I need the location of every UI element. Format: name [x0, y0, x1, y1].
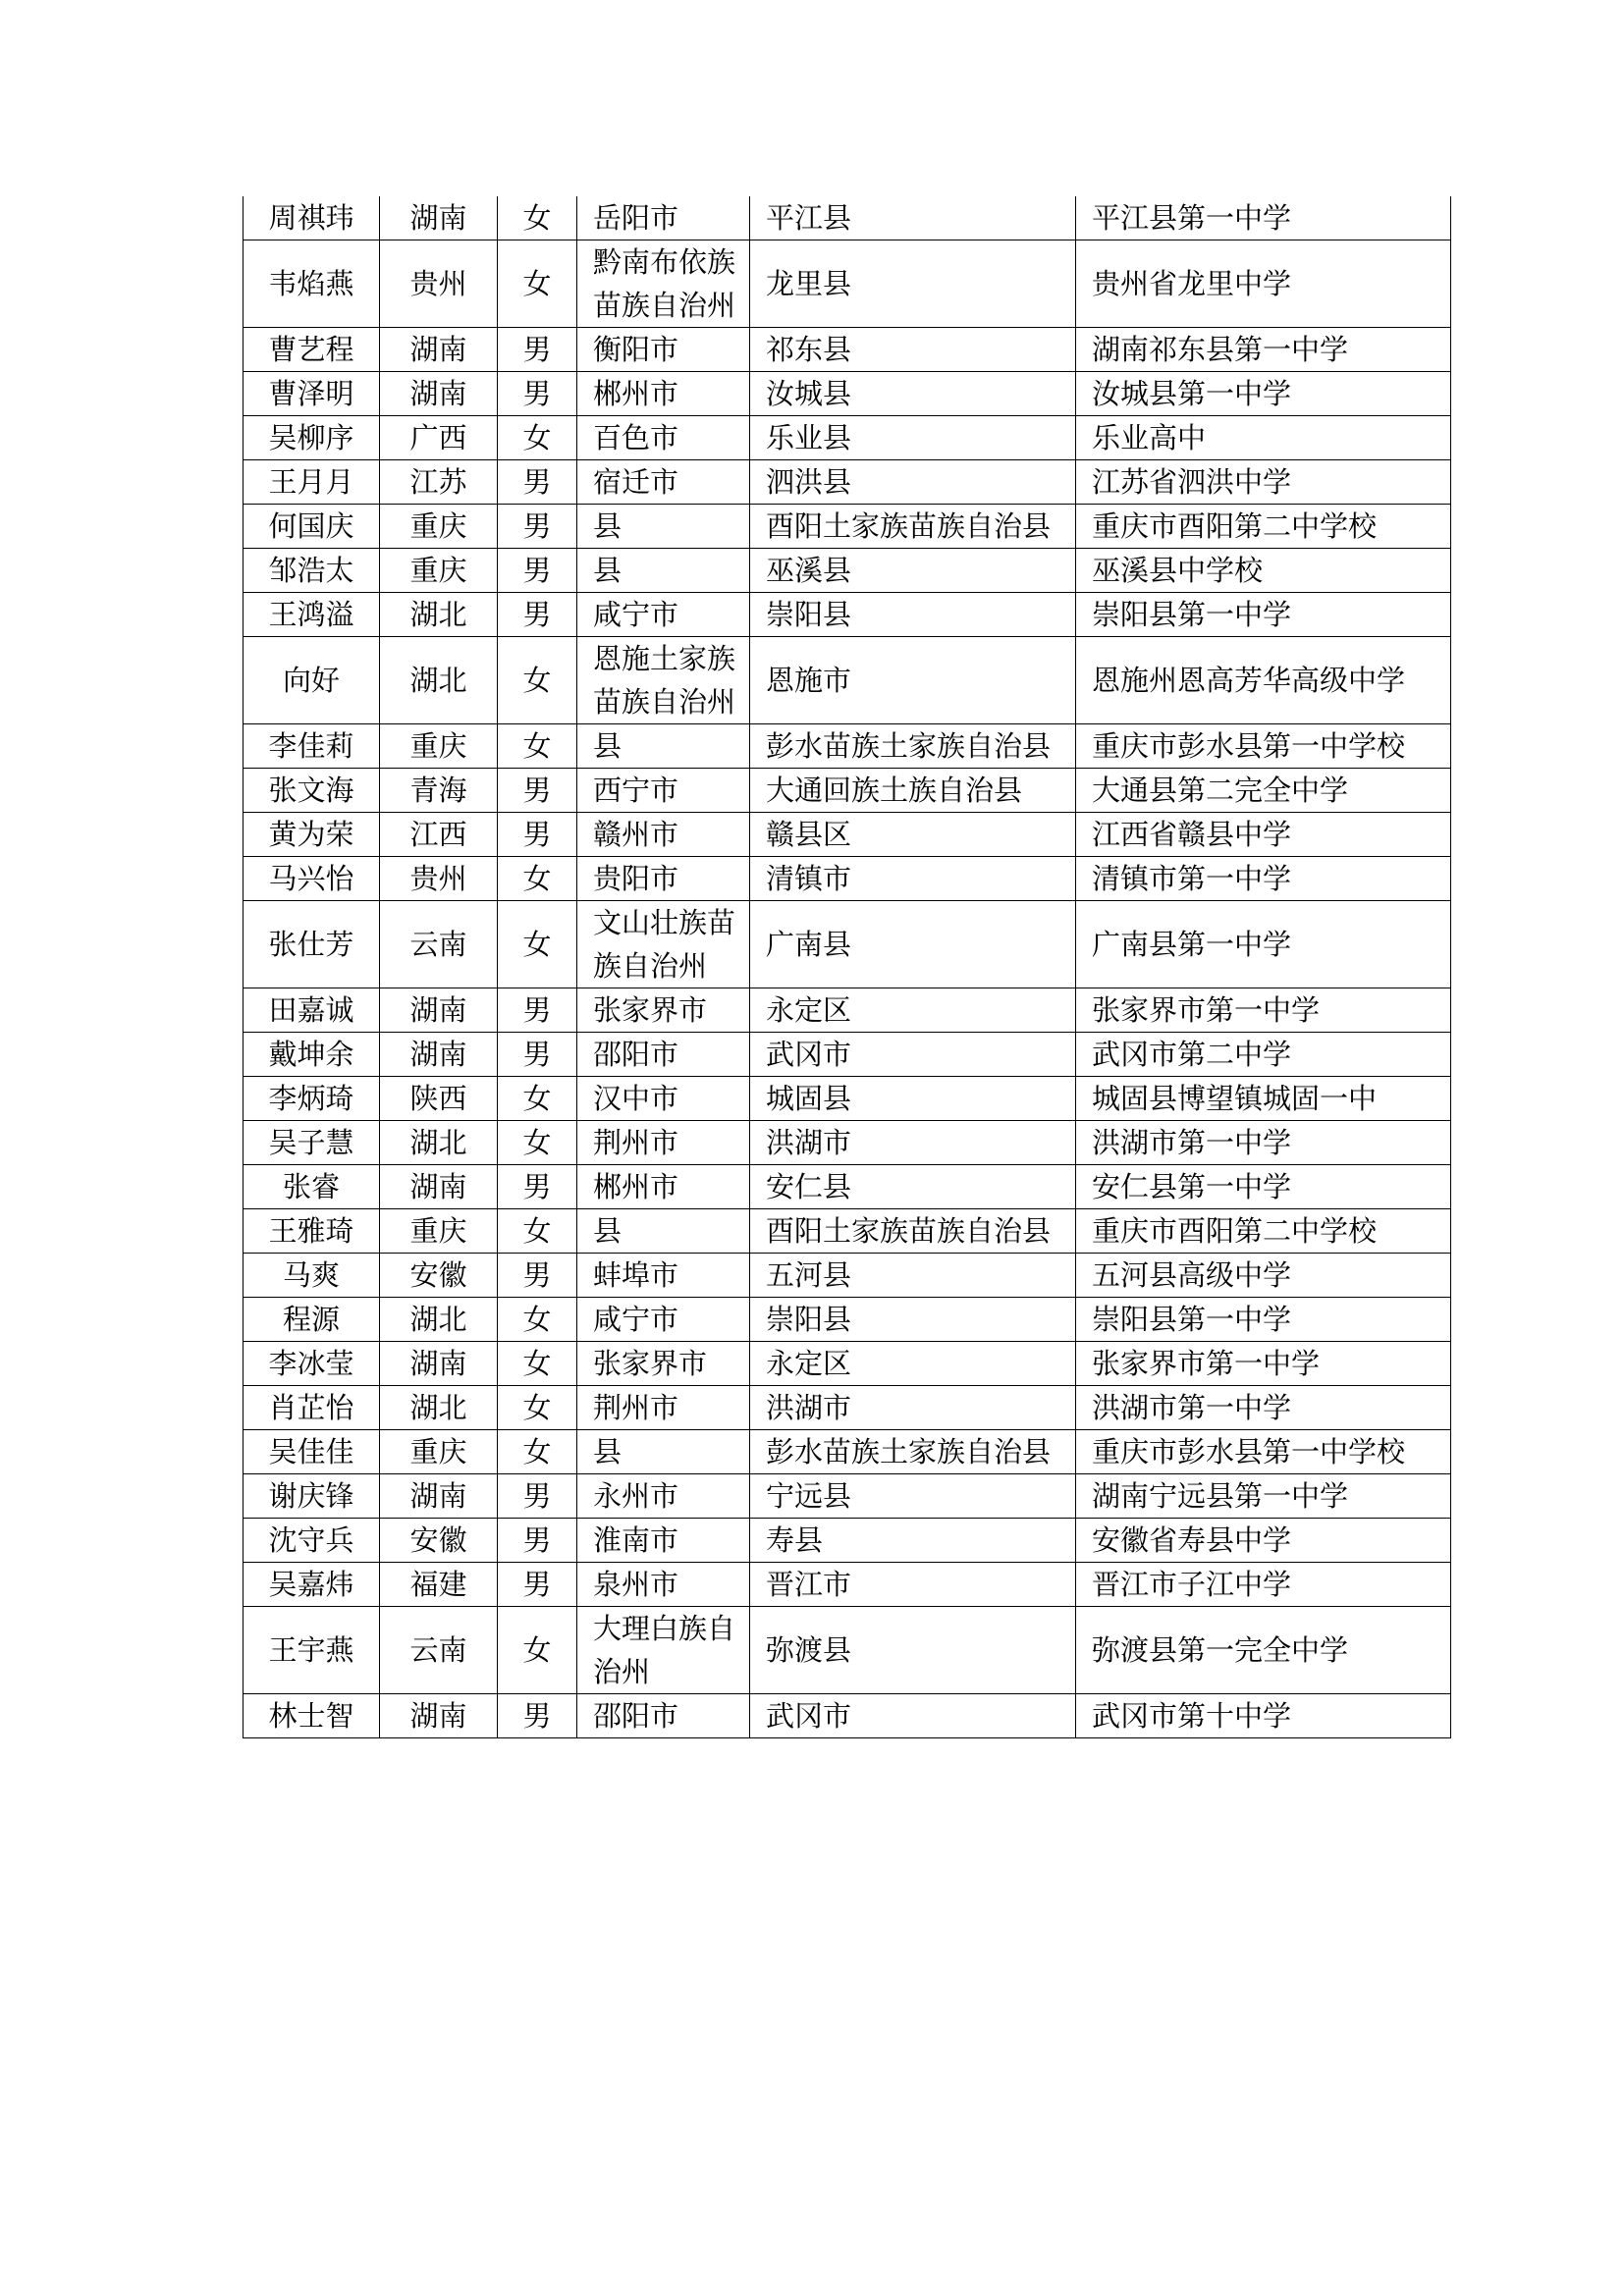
gender-cell: 女 — [498, 196, 577, 240]
table-row — [244, 416, 1451, 460]
school-cell: 重庆市彭水县第一中学校 — [1076, 1430, 1451, 1474]
table-row — [244, 769, 1451, 813]
county-cell: 寿县 — [750, 1519, 1076, 1563]
gender-cell: 男 — [498, 372, 577, 416]
county-cell: 乐业县 — [750, 416, 1076, 460]
city-cell: 西宁市 — [577, 769, 750, 813]
gender-cell: 男 — [498, 1165, 577, 1209]
city-cell: 岳阳市 — [577, 196, 750, 240]
county-cell: 晋江市 — [750, 1563, 1076, 1607]
county-cell: 洪湖市 — [750, 1121, 1076, 1165]
school-cell: 重庆市彭水县第一中学校 — [1076, 724, 1451, 769]
province-cell: 安徽 — [380, 1519, 498, 1563]
county-cell: 宁远县 — [750, 1474, 1076, 1519]
gender-cell: 女 — [498, 1298, 577, 1342]
student-name-cell: 马兴怡 — [244, 857, 380, 901]
school-cell: 洪湖市第一中学 — [1076, 1121, 1451, 1165]
province-cell: 湖南 — [380, 1033, 498, 1077]
county-cell: 祁东县 — [750, 328, 1076, 372]
province-cell: 湖南 — [380, 372, 498, 416]
province-cell: 湖北 — [380, 1386, 498, 1430]
county-cell: 武冈市 — [750, 1694, 1076, 1738]
city-cell: 黔南布依族苗族自治州 — [577, 240, 750, 328]
county-cell: 赣县区 — [750, 813, 1076, 857]
province-cell: 湖南 — [380, 1342, 498, 1386]
gender-cell: 女 — [498, 1386, 577, 1430]
school-cell: 湖南祁东县第一中学 — [1076, 328, 1451, 372]
student-name-cell: 吴嘉炜 — [244, 1563, 380, 1607]
table-row — [244, 1563, 1451, 1607]
table-row — [244, 1474, 1451, 1519]
gender-cell: 男 — [498, 1519, 577, 1563]
student-name-cell: 李炳琦 — [244, 1077, 380, 1121]
table-row — [244, 857, 1451, 901]
student-name-cell: 马爽 — [244, 1254, 380, 1298]
gender-cell: 女 — [498, 724, 577, 769]
county-cell: 清镇市 — [750, 857, 1076, 901]
city-cell: 县 — [577, 1430, 750, 1474]
school-cell: 武冈市第十中学 — [1076, 1694, 1451, 1738]
gender-cell: 男 — [498, 813, 577, 857]
school-cell: 恩施州恩高芳华高级中学 — [1076, 637, 1451, 724]
city-cell: 荆州市 — [577, 1386, 750, 1430]
city-cell: 张家界市 — [577, 988, 750, 1033]
student-name-cell: 肖芷怡 — [244, 1386, 380, 1430]
province-cell: 青海 — [380, 769, 498, 813]
student-name-cell: 张文海 — [244, 769, 380, 813]
student-name-cell: 吴柳序 — [244, 416, 380, 460]
school-cell: 弥渡县第一完全中学 — [1076, 1607, 1451, 1694]
gender-cell: 男 — [498, 1254, 577, 1298]
gender-cell: 女 — [498, 1430, 577, 1474]
city-cell: 张家界市 — [577, 1342, 750, 1386]
table-row — [244, 1430, 1451, 1474]
table-row — [244, 1694, 1451, 1738]
school-cell: 重庆市酉阳第二中学校 — [1076, 1209, 1451, 1254]
table-row — [244, 1254, 1451, 1298]
province-cell: 重庆 — [380, 1430, 498, 1474]
province-cell: 云南 — [380, 901, 498, 988]
county-cell: 广南县 — [750, 901, 1076, 988]
gender-cell: 男 — [498, 1474, 577, 1519]
county-cell: 酉阳土家族苗族自治县 — [750, 505, 1076, 549]
province-cell: 云南 — [380, 1607, 498, 1694]
school-cell: 重庆市酉阳第二中学校 — [1076, 505, 1451, 549]
city-cell: 百色市 — [577, 416, 750, 460]
gender-cell: 男 — [498, 505, 577, 549]
gender-cell: 男 — [498, 988, 577, 1033]
county-cell: 弥渡县 — [750, 1607, 1076, 1694]
province-cell: 贵州 — [380, 240, 498, 328]
city-cell: 宿迁市 — [577, 460, 750, 505]
table-row — [244, 1077, 1451, 1121]
table-row — [244, 1298, 1451, 1342]
table-row — [244, 988, 1451, 1033]
city-cell: 县 — [577, 1209, 750, 1254]
school-cell: 江苏省泗洪中学 — [1076, 460, 1451, 505]
city-cell: 郴州市 — [577, 372, 750, 416]
city-cell: 荆州市 — [577, 1121, 750, 1165]
city-cell: 县 — [577, 724, 750, 769]
student-name-cell: 王宇燕 — [244, 1607, 380, 1694]
school-cell: 安仁县第一中学 — [1076, 1165, 1451, 1209]
province-cell: 福建 — [380, 1563, 498, 1607]
city-cell: 淮南市 — [577, 1519, 750, 1563]
gender-cell: 女 — [498, 1607, 577, 1694]
city-cell: 咸宁市 — [577, 1298, 750, 1342]
school-cell: 晋江市子江中学 — [1076, 1563, 1451, 1607]
table-row — [244, 372, 1451, 416]
gender-cell: 女 — [498, 1077, 577, 1121]
province-cell: 湖北 — [380, 637, 498, 724]
city-cell: 永州市 — [577, 1474, 750, 1519]
student-name-cell: 林士智 — [244, 1694, 380, 1738]
table-row — [244, 593, 1451, 637]
student-name-cell: 沈守兵 — [244, 1519, 380, 1563]
school-cell: 洪湖市第一中学 — [1076, 1386, 1451, 1430]
province-cell: 湖南 — [380, 1694, 498, 1738]
school-cell: 崇阳县第一中学 — [1076, 1298, 1451, 1342]
county-cell: 恩施市 — [750, 637, 1076, 724]
province-cell: 湖北 — [380, 1121, 498, 1165]
student-name-cell: 田嘉诚 — [244, 988, 380, 1033]
table-row — [244, 328, 1451, 372]
student-name-cell: 李佳莉 — [244, 724, 380, 769]
province-cell: 贵州 — [380, 857, 498, 901]
school-cell: 江西省赣县中学 — [1076, 813, 1451, 857]
student-name-cell: 黄为荣 — [244, 813, 380, 857]
student-name-cell: 吴子慧 — [244, 1121, 380, 1165]
county-cell: 彭水苗族土家族自治县 — [750, 724, 1076, 769]
school-cell: 张家界市第一中学 — [1076, 1342, 1451, 1386]
roster-body — [244, 196, 1451, 1738]
student-name-cell: 戴坤余 — [244, 1033, 380, 1077]
student-name-cell: 王月月 — [244, 460, 380, 505]
city-cell: 衡阳市 — [577, 328, 750, 372]
county-cell: 崇阳县 — [750, 593, 1076, 637]
gender-cell: 男 — [498, 328, 577, 372]
student-name-cell: 张睿 — [244, 1165, 380, 1209]
table-row — [244, 813, 1451, 857]
school-cell: 城固县博望镇城固一中 — [1076, 1077, 1451, 1121]
gender-cell: 男 — [498, 460, 577, 505]
city-cell: 大理白族自治州 — [577, 1607, 750, 1694]
table-row — [244, 240, 1451, 328]
county-cell: 平江县 — [750, 196, 1076, 240]
gender-cell: 男 — [498, 593, 577, 637]
city-cell: 县 — [577, 549, 750, 593]
gender-cell: 女 — [498, 1121, 577, 1165]
city-cell: 汉中市 — [577, 1077, 750, 1121]
province-cell: 重庆 — [380, 724, 498, 769]
city-cell: 邵阳市 — [577, 1033, 750, 1077]
table-row — [244, 1165, 1451, 1209]
school-cell: 湖南宁远县第一中学 — [1076, 1474, 1451, 1519]
school-cell: 清镇市第一中学 — [1076, 857, 1451, 901]
school-cell: 汝城县第一中学 — [1076, 372, 1451, 416]
city-cell: 蚌埠市 — [577, 1254, 750, 1298]
province-cell: 重庆 — [380, 505, 498, 549]
school-cell: 武冈市第二中学 — [1076, 1033, 1451, 1077]
city-cell: 文山壮族苗族自治州 — [577, 901, 750, 988]
school-cell: 巫溪县中学校 — [1076, 549, 1451, 593]
county-cell: 洪湖市 — [750, 1386, 1076, 1430]
county-cell: 五河县 — [750, 1254, 1076, 1298]
student-name-cell: 何国庆 — [244, 505, 380, 549]
school-cell: 乐业高中 — [1076, 416, 1451, 460]
county-cell: 大通回族土族自治县 — [750, 769, 1076, 813]
county-cell: 安仁县 — [750, 1165, 1076, 1209]
city-cell: 泉州市 — [577, 1563, 750, 1607]
student-name-cell: 曹泽明 — [244, 372, 380, 416]
student-name-cell: 程源 — [244, 1298, 380, 1342]
school-cell: 五河县高级中学 — [1076, 1254, 1451, 1298]
student-name-cell: 邹浩太 — [244, 549, 380, 593]
gender-cell: 男 — [498, 769, 577, 813]
county-cell: 泗洪县 — [750, 460, 1076, 505]
gender-cell: 男 — [498, 1563, 577, 1607]
province-cell: 湖北 — [380, 593, 498, 637]
county-cell: 永定区 — [750, 988, 1076, 1033]
student-name-cell: 张仕芳 — [244, 901, 380, 988]
province-cell: 湖北 — [380, 1298, 498, 1342]
table-row — [244, 1209, 1451, 1254]
province-cell: 江西 — [380, 813, 498, 857]
student-roster-table — [243, 196, 1451, 1738]
province-cell: 湖南 — [380, 1165, 498, 1209]
student-name-cell: 曹艺程 — [244, 328, 380, 372]
gender-cell: 女 — [498, 416, 577, 460]
province-cell: 重庆 — [380, 1209, 498, 1254]
gender-cell: 女 — [498, 1342, 577, 1386]
school-cell: 贵州省龙里中学 — [1076, 240, 1451, 328]
county-cell: 彭水苗族土家族自治县 — [750, 1430, 1076, 1474]
school-cell: 张家界市第一中学 — [1076, 988, 1451, 1033]
province-cell: 重庆 — [380, 549, 498, 593]
gender-cell: 女 — [498, 1209, 577, 1254]
table-row — [244, 637, 1451, 724]
city-cell: 咸宁市 — [577, 593, 750, 637]
table-row — [244, 1121, 1451, 1165]
gender-cell: 男 — [498, 1033, 577, 1077]
table-row — [244, 460, 1451, 505]
city-cell: 县 — [577, 505, 750, 549]
province-cell: 江苏 — [380, 460, 498, 505]
student-name-cell: 向好 — [244, 637, 380, 724]
province-cell: 陕西 — [380, 1077, 498, 1121]
county-cell: 汝城县 — [750, 372, 1076, 416]
student-name-cell: 谢庆锋 — [244, 1474, 380, 1519]
province-cell: 湖南 — [380, 1474, 498, 1519]
school-cell: 崇阳县第一中学 — [1076, 593, 1451, 637]
school-cell: 平江县第一中学 — [1076, 196, 1451, 240]
city-cell: 恩施土家族苗族自治州 — [577, 637, 750, 724]
gender-cell: 女 — [498, 240, 577, 328]
table-row — [244, 196, 1451, 240]
gender-cell: 男 — [498, 549, 577, 593]
table-row — [244, 1519, 1451, 1563]
county-cell: 永定区 — [750, 1342, 1076, 1386]
county-cell: 崇阳县 — [750, 1298, 1076, 1342]
student-name-cell: 李冰莹 — [244, 1342, 380, 1386]
table-row — [244, 901, 1451, 988]
city-cell: 邵阳市 — [577, 1694, 750, 1738]
gender-cell: 女 — [498, 637, 577, 724]
student-name-cell: 王鸿溢 — [244, 593, 380, 637]
province-cell: 湖南 — [380, 328, 498, 372]
table-row — [244, 1033, 1451, 1077]
student-name-cell: 王雅琦 — [244, 1209, 380, 1254]
student-name-cell: 韦焰燕 — [244, 240, 380, 328]
table-row — [244, 505, 1451, 549]
gender-cell: 女 — [498, 901, 577, 988]
county-cell: 酉阳土家族苗族自治县 — [750, 1209, 1076, 1254]
school-cell: 大通县第二完全中学 — [1076, 769, 1451, 813]
city-cell: 郴州市 — [577, 1165, 750, 1209]
gender-cell: 男 — [498, 1694, 577, 1738]
table-row — [244, 724, 1451, 769]
student-name-cell: 吴佳佳 — [244, 1430, 380, 1474]
table-row — [244, 1342, 1451, 1386]
table-row — [244, 1386, 1451, 1430]
table-row — [244, 1607, 1451, 1694]
county-cell: 龙里县 — [750, 240, 1076, 328]
gender-cell: 女 — [498, 857, 577, 901]
school-cell: 安徽省寿县中学 — [1076, 1519, 1451, 1563]
province-cell: 湖南 — [380, 196, 498, 240]
county-cell: 巫溪县 — [750, 549, 1076, 593]
city-cell: 贵阳市 — [577, 857, 750, 901]
school-cell: 广南县第一中学 — [1076, 901, 1451, 988]
province-cell: 安徽 — [380, 1254, 498, 1298]
county-cell: 武冈市 — [750, 1033, 1076, 1077]
city-cell: 赣州市 — [577, 813, 750, 857]
province-cell: 广西 — [380, 416, 498, 460]
province-cell: 湖南 — [380, 988, 498, 1033]
student-name-cell: 周祺玮 — [244, 196, 380, 240]
county-cell: 城固县 — [750, 1077, 1076, 1121]
table-row — [244, 549, 1451, 593]
